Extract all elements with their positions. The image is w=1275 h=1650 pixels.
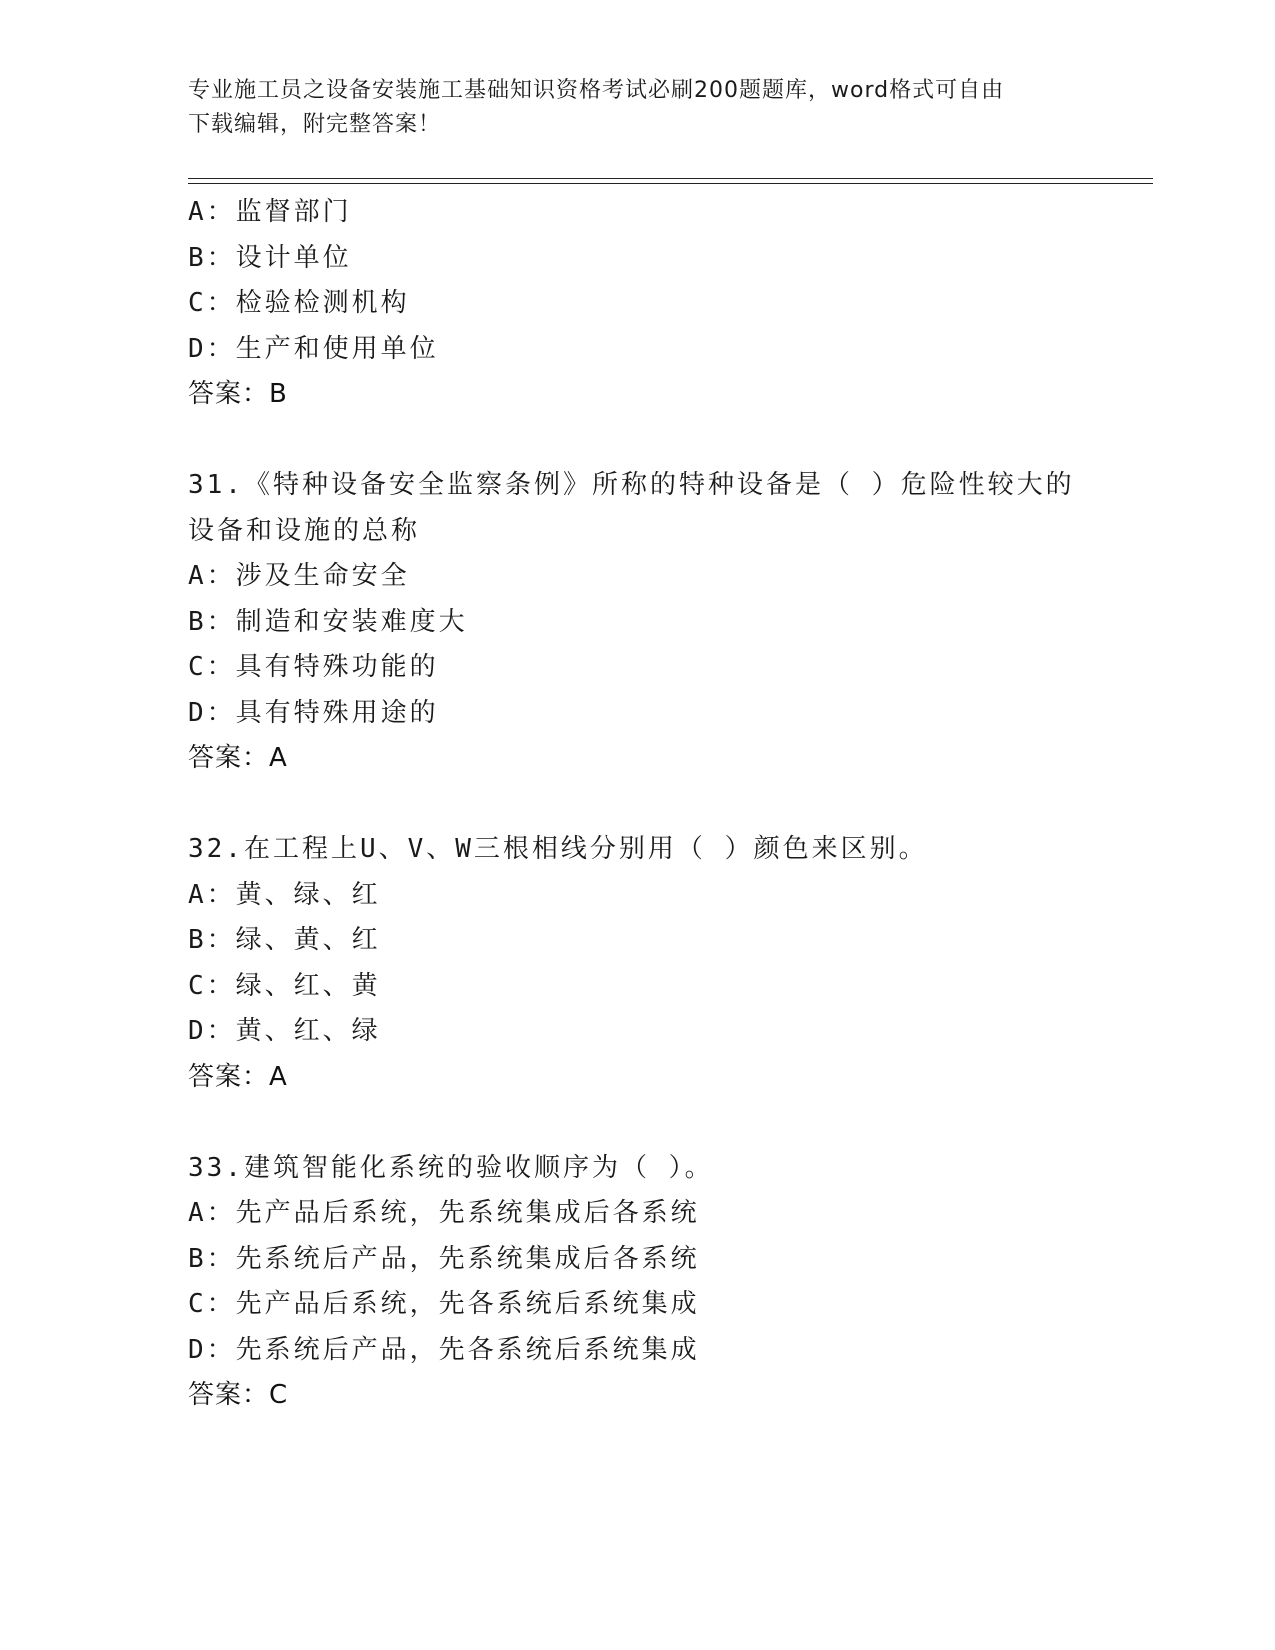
answer: 答案：B <box>188 379 288 409</box>
option-a: A：涉及生命安全 <box>188 561 410 591</box>
answer: 答案：C <box>188 1380 289 1410</box>
option-d: D：具有特殊用途的 <box>188 697 439 728</box>
question-31 <box>188 463 1128 782</box>
option-b: B：设计单位 <box>188 242 352 273</box>
question-stem-line-2: 设备和设施的总称 <box>188 515 421 546</box>
option-a: A：监督部门 <box>188 197 352 227</box>
question-30 <box>188 190 1128 418</box>
header-line-2: 下载编辑，附完整答案！ <box>188 112 442 137</box>
option-a: A：先产品后系统，先系统集成后各系统 <box>188 1198 700 1228</box>
header-line-1: 专业施工员之设备安装施工基础知识资格考试必刷200题题库，word格式可自由 <box>188 78 1005 103</box>
question-33 <box>188 1146 1128 1419</box>
option-b: B：制造和安装难度大 <box>188 606 468 637</box>
spacer <box>188 782 1128 828</box>
option-d: D：生产和使用单位 <box>188 333 439 364</box>
option-c: C：绿、红、黄 <box>188 970 381 1001</box>
question-list <box>188 190 1128 1419</box>
option-c: C：检验检测机构 <box>188 288 410 318</box>
answer: 答案：A <box>188 1061 288 1092</box>
spacer <box>188 418 1128 464</box>
option-a: A：黄、绿、红 <box>188 879 381 910</box>
option-b: B：绿、黄、红 <box>188 925 381 955</box>
question-32 <box>188 827 1128 1100</box>
spacer <box>188 1100 1128 1146</box>
option-c: C：先产品后系统，先各系统后系统集成 <box>188 1289 700 1319</box>
question-stem: 33.建筑智能化系统的验收顺序为（ ）。 <box>188 1152 714 1183</box>
option-d: D：先系统后产品，先各系统后系统集成 <box>188 1334 700 1365</box>
header-rule-bottom <box>188 183 1153 184</box>
question-stem: 32.在工程上U、V、W三根相线分别用（ ）颜色来区别。 <box>188 834 928 864</box>
option-d: D：黄、红、绿 <box>188 1016 381 1046</box>
option-c: C：具有特殊功能的 <box>188 652 439 682</box>
question-stem-line-1: 31.《特种设备安全监察条例》所称的特种设备是（ ）危险性较大的 <box>188 470 1075 500</box>
document-header <box>188 74 1068 142</box>
answer: 答案：A <box>188 743 288 773</box>
header-rule-top <box>188 178 1153 179</box>
option-b: B：先系统后产品，先系统集成后各系统 <box>188 1243 700 1274</box>
